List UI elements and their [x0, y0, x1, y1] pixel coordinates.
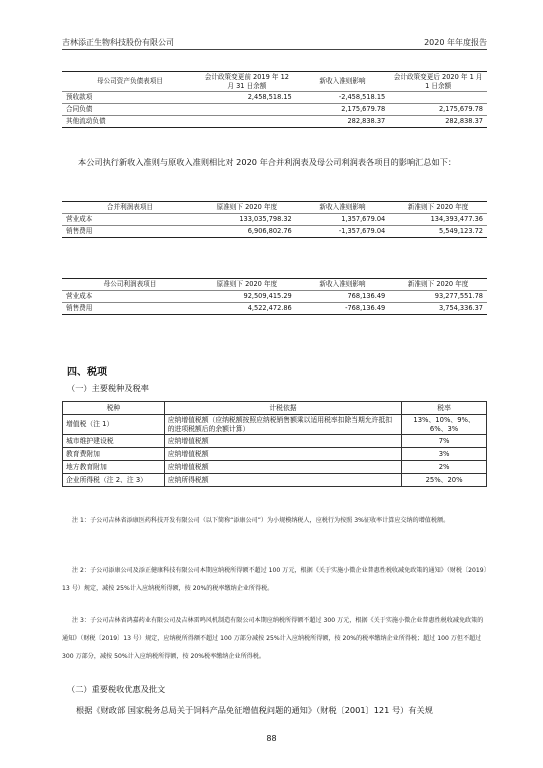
cell-value: 4,522,472.86 — [198, 303, 296, 315]
table-row — [63, 435, 487, 448]
cell-value: 134,393,477.36 — [389, 214, 487, 226]
note-2: 注 2：子公司添康公司及添正健康科技有限公司本期应纳税所得额不超过 100 万元，根据《关于实施小微企业普惠性税收减免政策的通知》（财税〔2019〕13 号）规定，减按 25%计入应纳税所得额，按 20%的税率缴纳企业所得税。 — [62, 567, 487, 592]
tax-rate: 7% — [402, 435, 487, 448]
cell-value: 6,906,802.76 — [198, 226, 296, 238]
cell-value: 92,509,415.29 — [198, 291, 296, 303]
table-row — [62, 226, 487, 238]
tax-rate: 3% — [402, 448, 487, 461]
header-company: 吉林添正生物科技股份有限公司 — [62, 38, 174, 47]
cell-value: 2,175,679.78 — [389, 104, 487, 116]
note-3: 注 3：子公司吉林省鸿嘉药业有限公司及吉林雷鸣风机制造有限公司本期应纳税所得额不超过 300 万元，根据《关于实施小微企业普惠性税收减免政策的通知》（财税〔2019〕13 号）规定，应纳税所得额不超过 100 万部分减按 25%计入应纳税所得额，按 20%的税率缴纳企业所得税；超过 100 万但不超过 300 万部分，减按 50%计入应纳税所得额，按 20%税率缴纳企业所得税。 — [62, 617, 484, 660]
column-header: 会计政策变更后 2020 年 1 月 1 日余额 — [389, 72, 487, 92]
consolidated-income-table — [62, 201, 487, 238]
column-header: 新准则下 2020 年度 — [389, 279, 487, 291]
tax-rate: 2% — [402, 461, 487, 474]
row-label: 销售费用 — [62, 303, 198, 315]
cell-value — [198, 116, 296, 128]
tax-incentive-paragraph: 根据《财政部 国家税务总局关于饲料产品免征增值税问题的通知》（财税〔2001〕121 号）有关规 — [76, 705, 433, 715]
cell-value: 768,136.49 — [296, 291, 390, 303]
row-label: 预收款项 — [62, 92, 198, 104]
cell-value: 5,549,123.72 — [389, 226, 487, 238]
cell-value — [198, 104, 296, 116]
cell-value — [389, 92, 487, 104]
subsection-title-tax-rates: （一）主要税种及税率 — [67, 383, 149, 393]
impact-summary-paragraph: 本公司执行新收入准则与原收入准则相比对 2020 年合并利润表及母公司利润表各项目的影响汇总如下： — [78, 157, 457, 167]
tax-rates-table — [62, 401, 487, 487]
parent-balance-sheet-table — [62, 71, 487, 128]
cell-value: 1,357,679.04 — [296, 214, 390, 226]
parent-income-table — [62, 278, 487, 315]
row-label: 销售费用 — [62, 226, 198, 238]
cell-value: -1,357,679.04 — [296, 226, 390, 238]
tax-rate: 25%、20% — [402, 474, 487, 487]
column-header: 会计政策变更前 2019 年 12 月 31 日余额 — [198, 72, 296, 92]
table-row — [62, 116, 487, 128]
cell-value: 93,277,551.78 — [389, 291, 487, 303]
column-header: 母公司资产负债表项目 — [62, 72, 198, 92]
table-row — [62, 291, 487, 303]
tax-basis: 应纳所得税额 — [164, 474, 401, 487]
table-row — [63, 448, 487, 461]
column-header: 计税依据 — [164, 402, 401, 415]
tax-basis: 应纳增值税额 — [164, 435, 401, 448]
table-row — [63, 474, 487, 487]
cell-value: 282,838.37 — [389, 116, 487, 128]
row-label: 增值税（注 1） — [63, 415, 165, 435]
row-label: 教育费附加 — [63, 448, 165, 461]
row-label: 营业成本 — [62, 291, 198, 303]
row-label: 城市维护建设税 — [63, 435, 165, 448]
tax-basis: 应纳增值税额 — [164, 461, 401, 474]
row-label: 企业所得税（注 2、注 3） — [63, 474, 165, 487]
column-header: 新准则下 2020 年度 — [389, 202, 487, 214]
column-header: 原准则下 2020 年度 — [198, 279, 296, 291]
table-row — [63, 461, 487, 474]
table-row — [62, 104, 487, 116]
note-1: 注 1：子公司吉林省添康医药科技开发有限公司（以下简称“添康公司”）为小规模纳税人，应税行为按照 3%征收率计算应交纳的增值税额。 — [72, 517, 450, 524]
column-header: 税率 — [402, 402, 487, 415]
column-header: 母公司利润表项目 — [62, 279, 198, 291]
row-label: 其他流动负债 — [62, 116, 198, 128]
row-label: 地方教育附加 — [63, 461, 165, 474]
tax-basis: 应纳增值税额 — [164, 448, 401, 461]
table-header-row — [63, 402, 487, 415]
column-header: 税种 — [63, 402, 165, 415]
table-row — [62, 214, 487, 226]
cell-value: 282,838.37 — [296, 116, 390, 128]
table-header-row — [62, 72, 487, 92]
cell-value: 2,175,679.78 — [296, 104, 390, 116]
table-header-row — [62, 202, 487, 214]
table-row — [63, 415, 487, 435]
cell-value: 133,035,798.32 — [198, 214, 296, 226]
column-header: 新收入准则影响 — [296, 279, 390, 291]
table-header-row — [62, 279, 487, 291]
cell-value: -2,458,518.15 — [296, 92, 390, 104]
column-header: 合并利润表项目 — [62, 202, 198, 214]
tax-rate: 13%、10%、9%、6%、3% — [402, 415, 487, 435]
header-divider — [62, 49, 487, 50]
cell-value: -768,136.49 — [296, 303, 390, 315]
section-title: 四、税项 — [67, 367, 107, 378]
table-row — [62, 92, 487, 104]
cell-value: 2,458,518.15 — [198, 92, 296, 104]
subsection-title-tax-incentives: （二）重要税收优惠及批文 — [67, 684, 166, 694]
column-header: 原准则下 2020 年度 — [198, 202, 296, 214]
row-label: 合同负债 — [62, 104, 198, 116]
column-header: 新收入准则影响 — [296, 72, 390, 92]
column-header: 新收入准则影响 — [296, 202, 390, 214]
row-label: 营业成本 — [62, 214, 198, 226]
table-row — [62, 303, 487, 315]
page-number: 88 — [266, 734, 277, 743]
cell-value: 3,754,336.37 — [389, 303, 487, 315]
header-report-title: 2020 年年度报告 — [424, 38, 487, 47]
tax-basis: 应纳增值税额（应纳税额按照应纳税销售额乘以适用税率扣除当期允许抵扣的进项税额后的余额计算） — [164, 415, 401, 435]
